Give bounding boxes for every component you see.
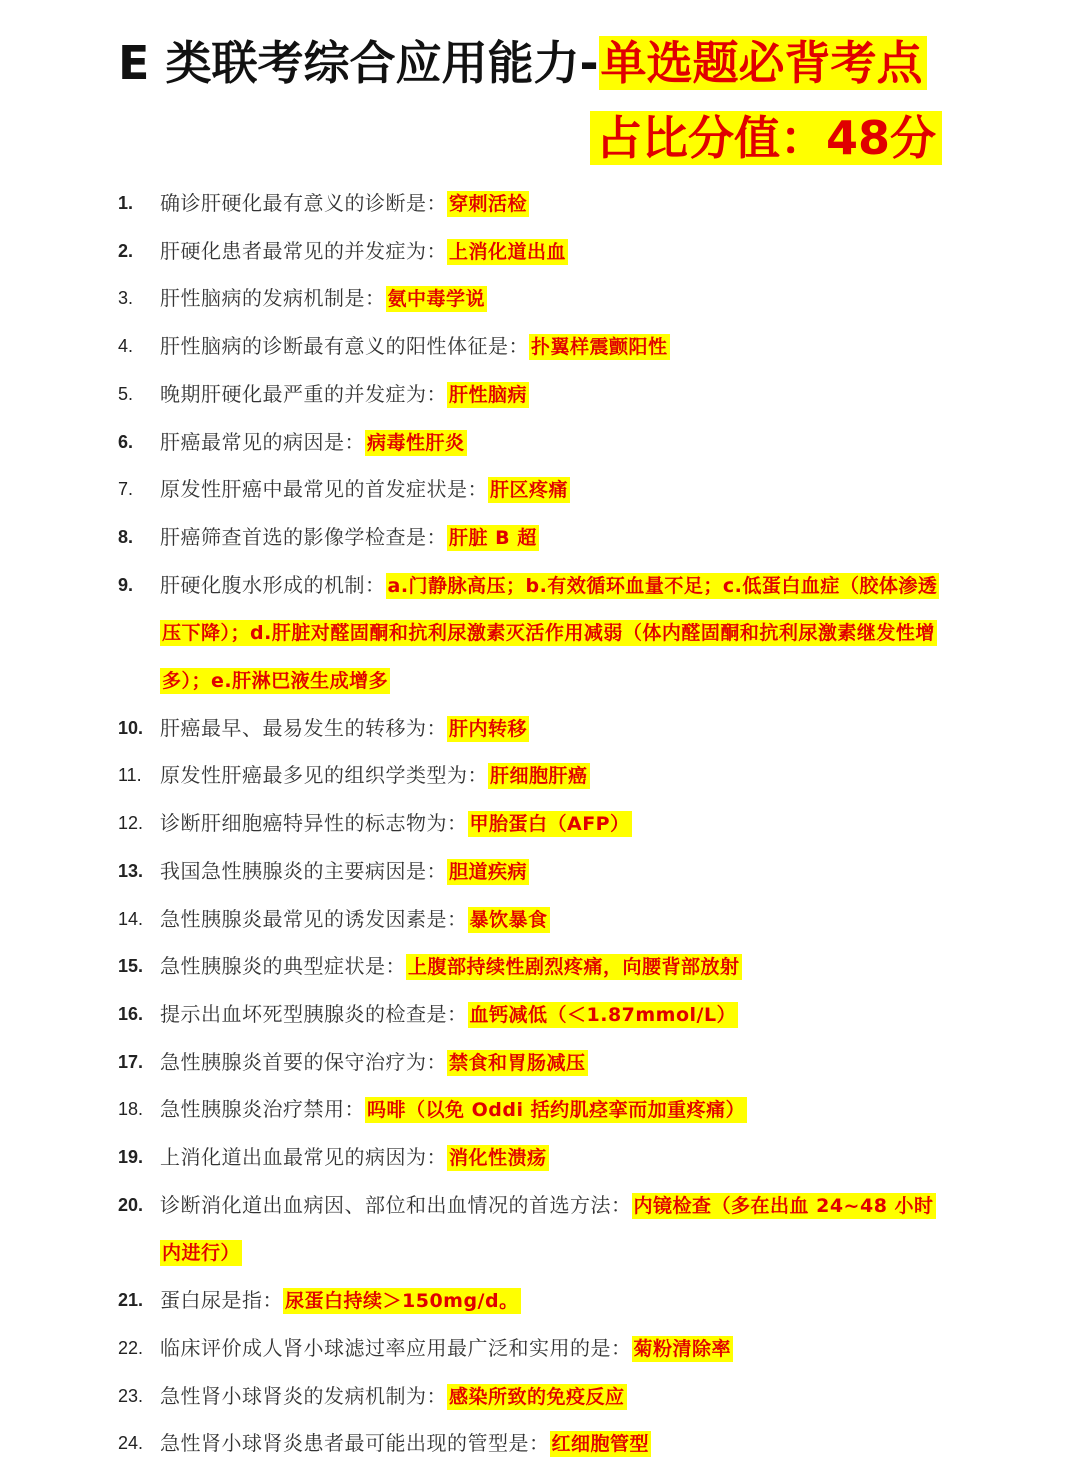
item-question: 诊断消化道出血病因、部位和出血情况的首选方法： [160, 1192, 632, 1217]
item-text [160, 1182, 950, 1277]
list-item [0, 562, 1080, 705]
item-question: 我国急性胰腺炎的主要病因是： [160, 858, 447, 883]
list-item [0, 275, 1080, 323]
list-item [0, 1182, 1080, 1277]
list-item [0, 1039, 1080, 1087]
item-answer: a.门静脉高压；b.有效循环血量不足；c.低蛋白血症（胶体渗透压下降）；d.肝脏对醛固酮和抗利尿激素灭活作用减弱（体内醛固酮和抗利尿激素继发性增多）；e.肝淋巴液生成增多 [162, 574, 938, 693]
item-question: 原发性肝癌中最常见的首发症状是： [160, 477, 488, 502]
item-number: 17. [118, 1051, 144, 1072]
subtitle-highlight: 占比分值：48分 [590, 111, 942, 165]
item-number: 14. [118, 908, 144, 929]
item-answer: 暴饮暴食 [469, 908, 548, 931]
title-highlight: 单选题必背考点 [599, 36, 927, 90]
item-text [160, 896, 950, 944]
item-text [160, 275, 950, 323]
item-question: 急性胰腺炎首要的保守治疗为： [160, 1049, 447, 1074]
list-item [0, 228, 1080, 276]
item-number: 22. [118, 1337, 144, 1358]
item-text [160, 1134, 950, 1182]
item-number: 24. [118, 1433, 144, 1454]
item-answer: 扑翼样震颤阳性 [531, 336, 668, 359]
item-question: 诊断肝细胞癌特异性的标志物为： [160, 811, 468, 836]
item-text [160, 943, 950, 991]
item-answer: 红细胞管型 [551, 1433, 650, 1456]
item-question: 临床评价成人肾小球滤过率应用最广泛和实用的是： [160, 1335, 632, 1360]
item-number: 1. [118, 193, 134, 213]
item-question: 急性肾小球肾炎的发病机制为： [160, 1383, 447, 1408]
item-number: 10. [118, 717, 144, 738]
item-answer: 肝脏 B 超 [449, 526, 537, 549]
item-text [160, 800, 950, 848]
list-item [0, 514, 1080, 562]
item-answer: 病毒性肝炎 [367, 431, 465, 454]
item-text [160, 514, 950, 562]
item-text [160, 1086, 950, 1134]
list-item [0, 466, 1080, 514]
list-item [0, 848, 1080, 896]
item-question: 确诊肝硬化最有意义的诊断是： [160, 191, 447, 215]
item-number: 21. [118, 1290, 144, 1311]
list-item [0, 1420, 1080, 1468]
item-number: 9. [118, 574, 134, 595]
list-item [0, 1134, 1080, 1182]
item-answer: 氨中毒学说 [387, 288, 486, 311]
item-text [160, 1325, 950, 1373]
item-question: 肝癌最常见的病因是： [160, 429, 365, 454]
item-answer: 胆道疾病 [449, 860, 528, 883]
list-item [0, 371, 1080, 419]
item-text [160, 371, 950, 419]
item-question: 肝癌筛查首选的影像学检查是： [160, 524, 447, 549]
item-text [160, 419, 950, 467]
list-item [0, 752, 1080, 800]
item-answer: 肝区疼痛 [490, 479, 569, 502]
list-item [0, 323, 1080, 371]
item-answer: 肝内转移 [449, 717, 528, 740]
list-item [0, 896, 1080, 944]
list-item [0, 419, 1080, 467]
list-item [0, 991, 1080, 1039]
item-number: 23. [118, 1385, 144, 1406]
list-item [0, 1086, 1080, 1134]
item-number: 20. [118, 1194, 144, 1215]
item-number: 19. [118, 1147, 144, 1168]
item-answer: 尿蛋白持续＞150mg/d。 [285, 1290, 519, 1313]
item-text [160, 848, 950, 896]
item-text [160, 1039, 950, 1087]
item-text [160, 466, 950, 514]
item-question: 晚期肝硬化最严重的并发症为： [160, 381, 447, 406]
item-number: 13. [118, 860, 144, 881]
item-number: 4. [118, 336, 134, 357]
item-text [160, 752, 950, 800]
item-answer: 吗啡（以免 Oddi 括约肌痉挛而加重疼痛） [367, 1099, 746, 1122]
item-number: 12. [118, 813, 144, 834]
item-answer: 感染所致的免疫反应 [449, 1385, 625, 1408]
item-number: 11. [118, 765, 142, 786]
item-answer: 肝性脑病 [449, 383, 528, 406]
item-question: 急性胰腺炎最常见的诱发因素是： [160, 906, 468, 931]
list-item [0, 1325, 1080, 1373]
item-answer: 肝细胞肝癌 [490, 765, 588, 788]
list-item [0, 705, 1080, 753]
item-text [160, 562, 950, 705]
item-question: 原发性肝癌最多见的组织学类型为： [160, 763, 488, 788]
list-item [0, 800, 1080, 848]
item-question: 肝性脑病的诊断最有意义的阳性体征是： [160, 334, 529, 359]
item-answer: 甲胎蛋白（AFP） [469, 813, 630, 836]
item-question: 急性胰腺炎治疗禁用： [160, 1097, 365, 1122]
item-text [160, 1420, 950, 1468]
item-text [160, 1373, 950, 1421]
item-answer: 上腹部持续性剧烈疼痛，向腰背部放射 [408, 956, 740, 979]
item-question: 肝硬化腹水形成的机制： [160, 572, 386, 597]
item-answer: 血钙减低（＜1.87mmol/L） [469, 1003, 737, 1026]
list-item [0, 1277, 1080, 1325]
list-item [0, 180, 1080, 228]
item-text [160, 1277, 950, 1325]
title-prefix: E 类联考综合应用能力- [118, 36, 599, 90]
item-question: 急性肾小球肾炎患者最可能出现的管型是： [160, 1431, 550, 1456]
question-list [0, 180, 1080, 1468]
item-text [160, 705, 950, 753]
item-number: 16. [118, 1003, 144, 1024]
item-question: 急性胰腺炎的典型症状是： [160, 954, 406, 979]
item-text [160, 991, 950, 1039]
item-number: 3. [118, 288, 134, 309]
item-number: 7. [118, 479, 134, 500]
item-number: 2. [118, 240, 134, 261]
item-question: 提示出血坏死型胰腺炎的检查是： [160, 1001, 468, 1026]
item-number: 15. [118, 956, 144, 977]
item-number: 5. [118, 383, 134, 404]
item-answer: 穿刺活检 [449, 193, 528, 215]
item-question: 肝癌最早、最易发生的转移为： [160, 715, 447, 740]
item-text [160, 323, 950, 371]
item-question: 蛋白尿是指： [160, 1288, 283, 1313]
item-text [160, 180, 950, 228]
item-number: 18. [118, 1099, 144, 1120]
item-question: 肝硬化患者最常见的并发症为： [160, 238, 447, 263]
item-answer: 禁食和胃肠减压 [449, 1051, 586, 1074]
page-subtitle [590, 106, 942, 170]
item-answer: 上消化道出血 [449, 240, 567, 263]
item-question: 肝性脑病的发病机制是： [160, 286, 386, 311]
list-item [0, 943, 1080, 991]
item-answer: 内镜检查（多在出血 24~48 小时内进行） [162, 1194, 934, 1265]
item-number: 8. [118, 526, 134, 547]
item-answer: 消化性溃疡 [449, 1147, 547, 1170]
page-title [118, 30, 927, 96]
item-question: 上消化道出血最常见的病因为： [160, 1145, 447, 1170]
item-answer: 菊粉清除率 [633, 1337, 732, 1360]
list-item [0, 1373, 1080, 1421]
item-text [160, 228, 950, 276]
item-number: 6. [118, 431, 134, 452]
